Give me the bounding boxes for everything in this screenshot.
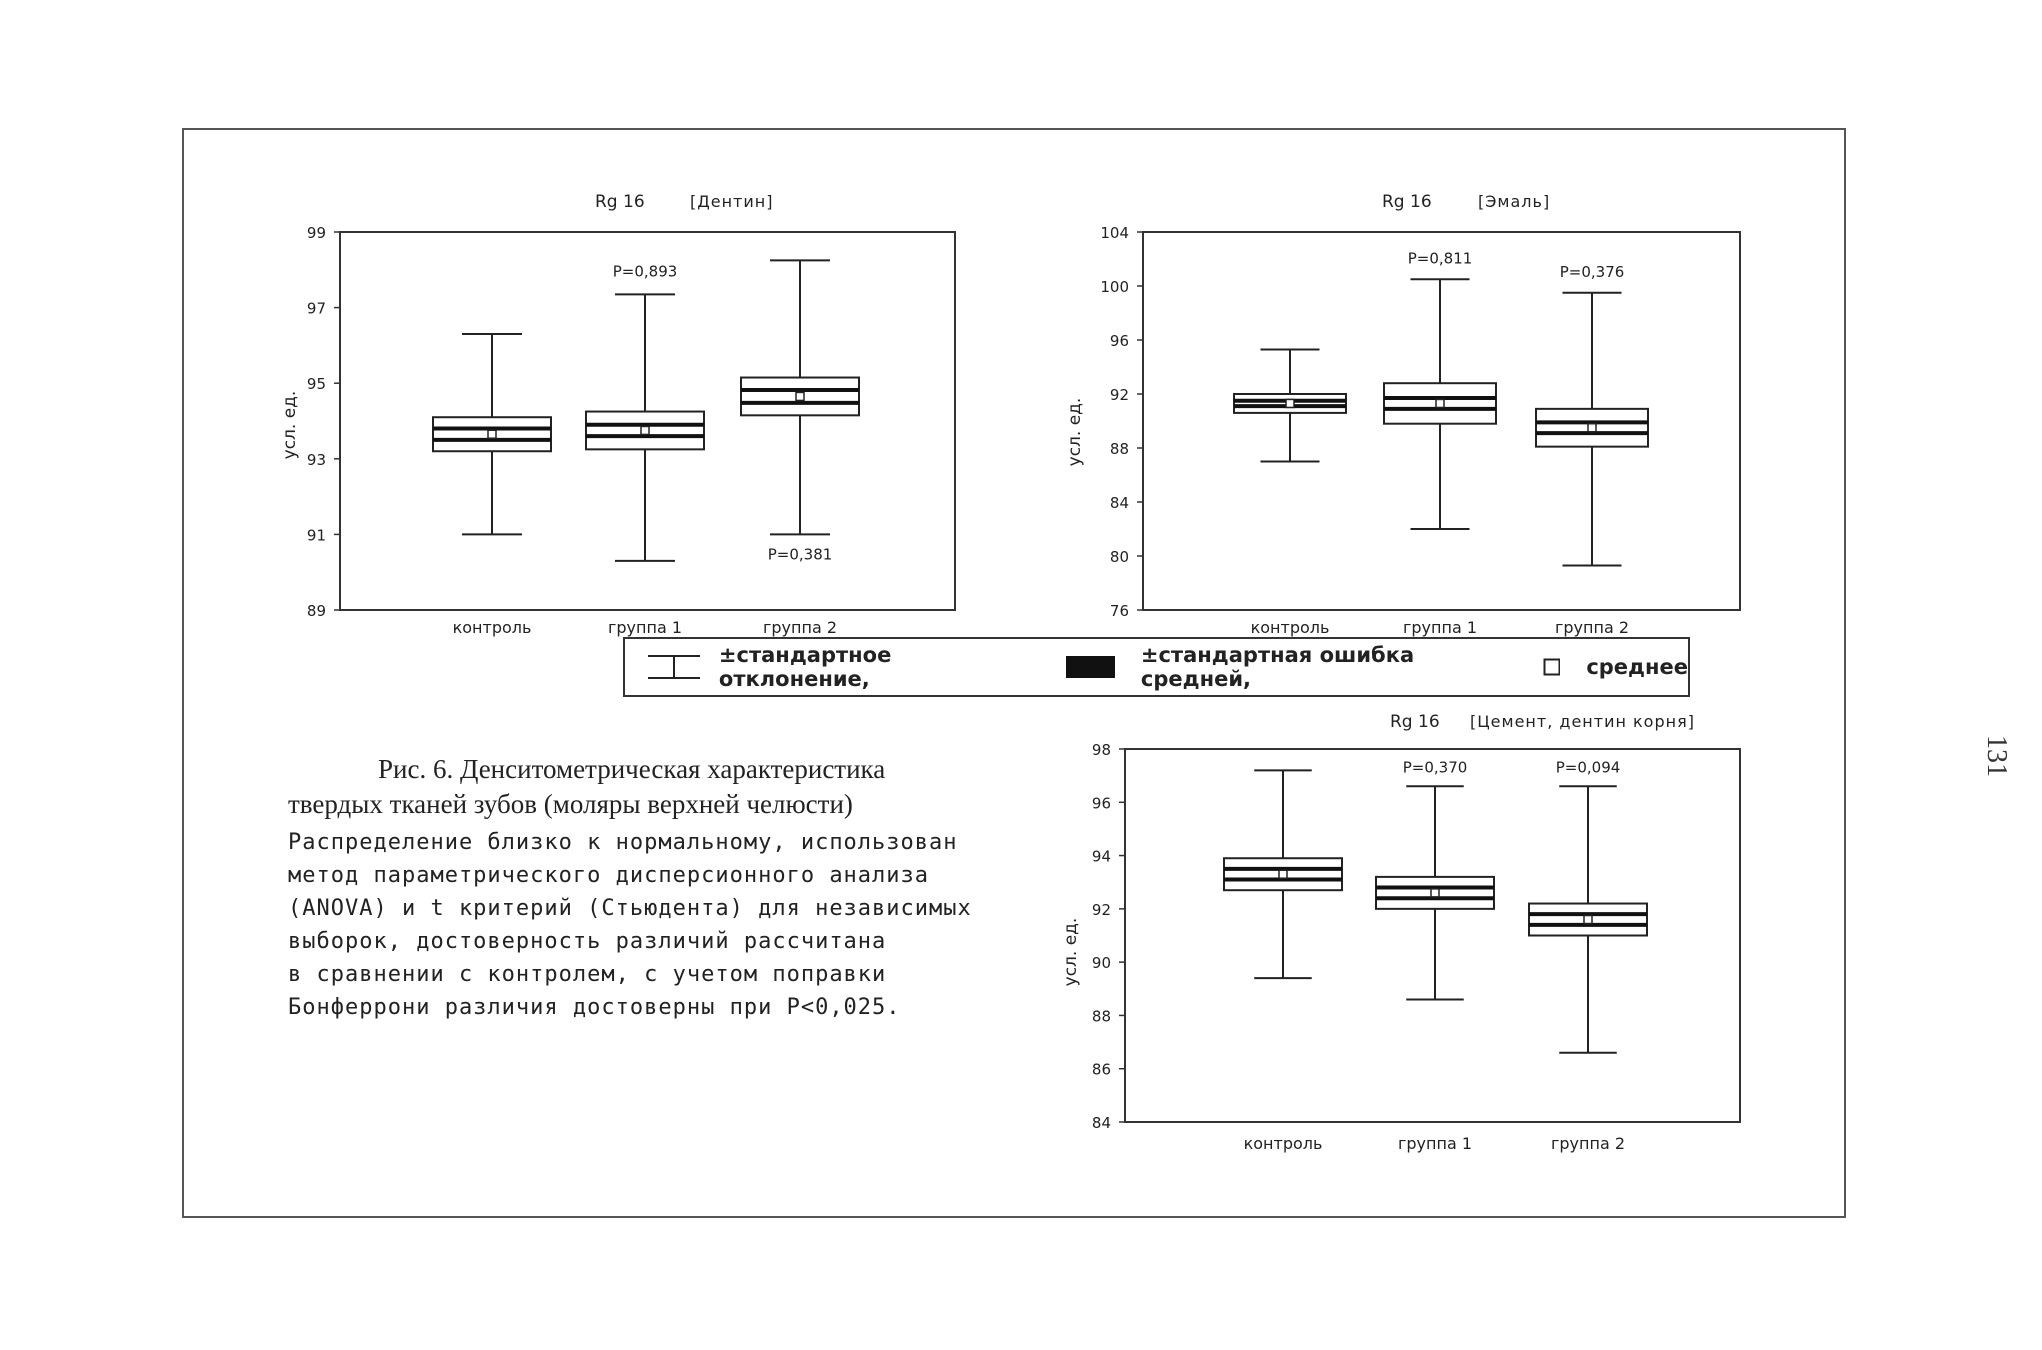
y-tick-label: 97: [306, 299, 326, 318]
y-tick-label: 100: [1100, 278, 1129, 296]
y-tick-label: 98: [1091, 741, 1111, 759]
y-axis-label: усл. ед.: [280, 390, 300, 460]
y-tick-label: 84: [1091, 1114, 1111, 1132]
y-tick-label: 90: [1091, 954, 1111, 973]
sd-legend-icon: [644, 652, 702, 682]
x-category-label: группа 1: [607, 618, 683, 637]
caption-title-line-1: Рис. 6. Денситометрическая характеристика: [378, 754, 886, 784]
y-tick-label: 95: [306, 375, 326, 394]
chart-title-label: Rg 16: [595, 192, 645, 212]
y-tick-label: 92: [1091, 900, 1111, 919]
y-tick-label: 104: [1100, 224, 1129, 242]
caption-body-line: (ANOVA) и t критерий (Стьюдента) для независимых: [288, 896, 972, 921]
p-value-label: P=0,381: [767, 545, 833, 564]
page-number: 131: [1981, 735, 2012, 777]
y-axis-label: усл. ед.: [1061, 917, 1081, 987]
y-axis-label: усл. ед.: [1065, 397, 1085, 467]
y-tick-label: 96: [1109, 332, 1129, 350]
caption-title: [288, 752, 1058, 822]
p-value-label: P=0,893: [612, 262, 678, 281]
figure-caption: [288, 752, 1058, 1024]
caption-body-line: Бонферрони различия достоверны при P<0,025.: [288, 995, 901, 1020]
y-tick-label: 94: [1091, 847, 1111, 866]
caption-body-line: выборок, достоверность различий рассчитана: [288, 929, 887, 954]
y-tick-label: 92: [1109, 386, 1129, 404]
y-tick-label: 76: [1109, 602, 1129, 620]
y-tick-label: 89: [306, 602, 326, 620]
y-tick-label: 86: [1091, 1060, 1111, 1079]
x-category-label: группа 2: [1550, 1134, 1626, 1153]
caption-body: [288, 826, 1058, 1024]
y-tick-label: 80: [1109, 548, 1129, 566]
p-value-label: P=0,370: [1402, 758, 1468, 777]
chart-title-subject: [Дентин]: [690, 192, 774, 211]
x-category-label: группа 2: [762, 618, 838, 637]
legend-sd-label: ±стандартное отклонение,: [718, 643, 892, 691]
y-tick-label: 99: [306, 224, 326, 242]
y-tick-label: 88: [1091, 1007, 1111, 1026]
chart-title-subject: [Цемент, дентин корня]: [1470, 712, 1695, 731]
x-category-label: группа 1: [1397, 1134, 1473, 1153]
chart-title-subject: [Эмаль]: [1478, 192, 1551, 211]
x-category-label: контроль: [1243, 1134, 1323, 1153]
legend-mean-label: среднее: [1586, 655, 1689, 679]
x-category-label: группа 2: [1554, 618, 1630, 637]
chart-title-label: Rg 16: [1390, 712, 1440, 732]
mean-marker: [1431, 889, 1439, 897]
mean-marker: [1584, 916, 1592, 924]
legend-se-label: ±стандартная ошибка средней,: [1140, 643, 1415, 691]
caption-body-line: метод параметрического дисперсионного анализа: [288, 863, 930, 888]
y-tick-label: 84: [1109, 494, 1129, 512]
mean-marker: [1279, 870, 1287, 878]
x-category-label: контроль: [452, 618, 532, 637]
x-category-label: группа 1: [1402, 618, 1478, 637]
p-value-label: P=0,094: [1555, 758, 1621, 777]
p-value-label: P=0,376: [1559, 262, 1625, 281]
caption-body-line: в сравнении с контролем, с учетом поправки: [288, 962, 887, 987]
y-tick-label: 93: [306, 450, 326, 469]
p-value-label: P=0,811: [1407, 249, 1473, 268]
x-category-label: контроль: [1250, 618, 1330, 637]
y-tick-label: 88: [1109, 440, 1129, 458]
chart-legend: [623, 637, 1690, 697]
caption-title-line-2: твердых тканей зубов (моляры верхней челюсти): [288, 789, 853, 819]
y-tick-label: 96: [1091, 794, 1111, 813]
chart-title-label: Rg 16: [1382, 192, 1432, 212]
se-legend-icon: [1066, 656, 1115, 678]
y-tick-label: 91: [306, 526, 326, 545]
mean-legend-icon: [1543, 658, 1561, 676]
caption-body-line: Распределение близко к нормальному, использован: [288, 830, 958, 855]
